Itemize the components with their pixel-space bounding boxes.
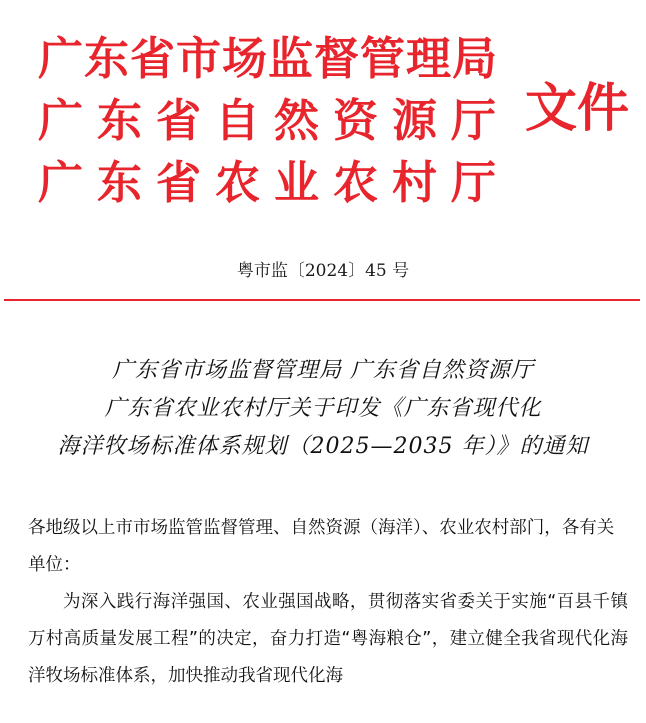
issuer-market-supervision: 广东省市场监督管理局 (38, 32, 499, 85)
red-divider (4, 299, 640, 301)
document-suffix: 文件 (525, 79, 630, 139)
body-paragraph: 为深入践行海洋强国、农业强国战略，贯彻落实省委关于实施“百县千镇万村高质量发展工程”的决定，奋力打造“粤海粮仓”，建立健全我省现代化海洋牧场标准体系，加快推动我省现代化海 (28, 592, 628, 686)
salutation: 各地级以上市市场监管监督管理、自然资源（海洋）、农业农村部门，各有关单位： (28, 518, 615, 575)
title-line-1: 广东省市场监督管理局 广东省自然资源厅 (112, 358, 534, 383)
issuer-block (38, 28, 510, 214)
title-line-3: 海洋牧场标准体系规划（2025—2035 年）》的通知 (57, 434, 589, 459)
issuer-agriculture: 广东省农业农村厅 (38, 156, 511, 209)
body-text (28, 510, 628, 695)
title-line-2: 广东省农业农村厅关于印发《广东省现代化 (104, 396, 542, 421)
issuer-natural-resources: 广东省自然资源厅 (38, 94, 511, 147)
document-number: 粤市监〔2024〕45 号 (236, 261, 410, 281)
notice-title (0, 352, 646, 466)
